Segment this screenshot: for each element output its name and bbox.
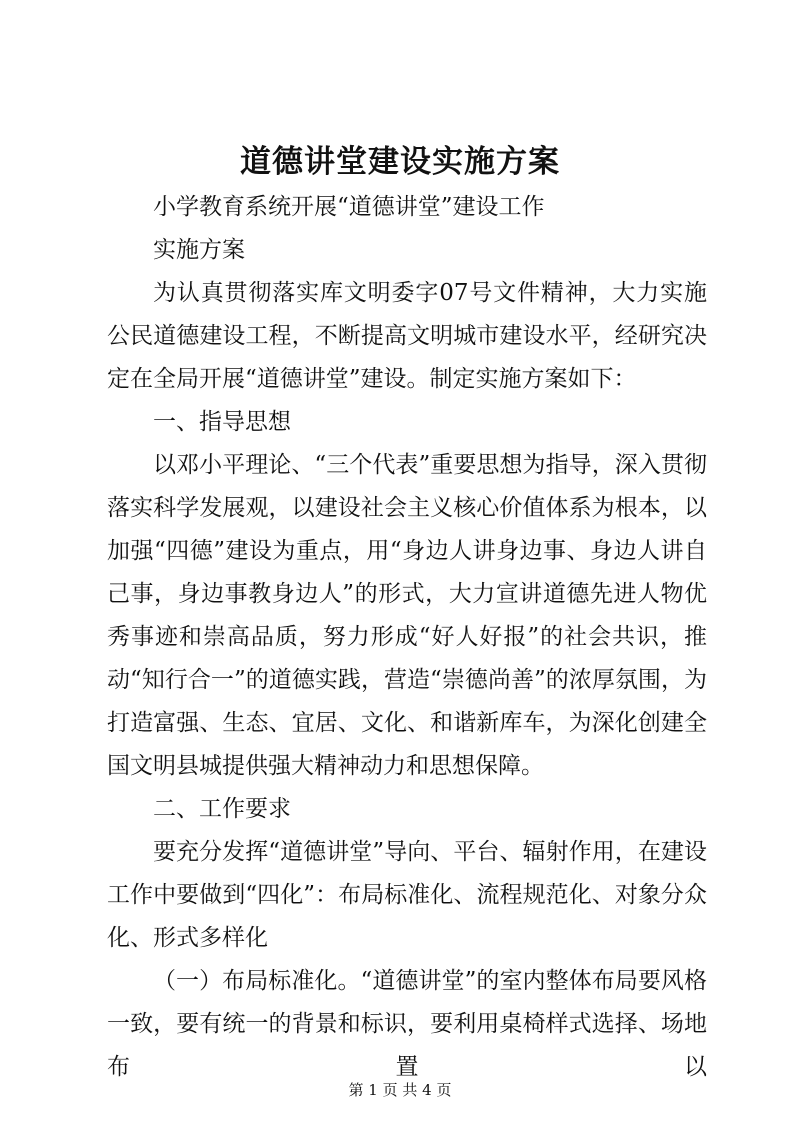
guiding-ideology-paragraph: 以邓小平理论、“三个代表”重要思想为指导，深入贯彻落实科学发展观，以建设社会主义核心价值体系为根本，以加强“四德”建设为重点，用“身边人讲身边事、身边人讲自己事，身边事教身边人”的形式，大力宣讲道德先进人物优秀事迹和崇高品质，努力形成“好人好报”的社会共识，推动“知行合一”的道德实践，营造“崇德尚善”的浓厚氛围，为打造富强、生态、宜居、文化、和谐新库车，为深化创建全国文明县城提供强大精神动力和思想保障。	[107, 452, 707, 779]
section-heading-guiding-ideology: 一、指导思想	[153, 409, 291, 435]
section-heading-work-requirements: 二、工作要求	[153, 796, 291, 822]
subtitle-line-2: 实施方案	[153, 237, 245, 263]
intro-paragraph: 为认真贯彻落实库文明委字07号文件精神，大力实施公民道德建设工程，不断提高文明城市建设水平，经研究决定在全局开展“道德讲堂”建设。制定实施方案如下：	[107, 280, 707, 392]
document-body	[107, 186, 707, 1089]
page-number-footer: 第 1 页 共 4 页	[348, 1081, 452, 1099]
subtitle-line-1: 小学教育系统开展“道德讲堂”建设工作	[153, 194, 545, 220]
document-title: 道德讲堂建设实施方案	[240, 144, 560, 180]
work-requirements-paragraph: 要充分发挥“道德讲堂”导向、平台、辐射作用，在建设工作中要做到“四化”：布局标准化、流程规范化、对象分众化、形式多样化	[107, 839, 707, 951]
layout-standardization-paragraph: （一）布局标准化。“道德讲堂”的室内整体布局要风格一致，要有统一的背景和标识，要利用桌椅样式选择、场地布置以	[107, 968, 707, 1080]
